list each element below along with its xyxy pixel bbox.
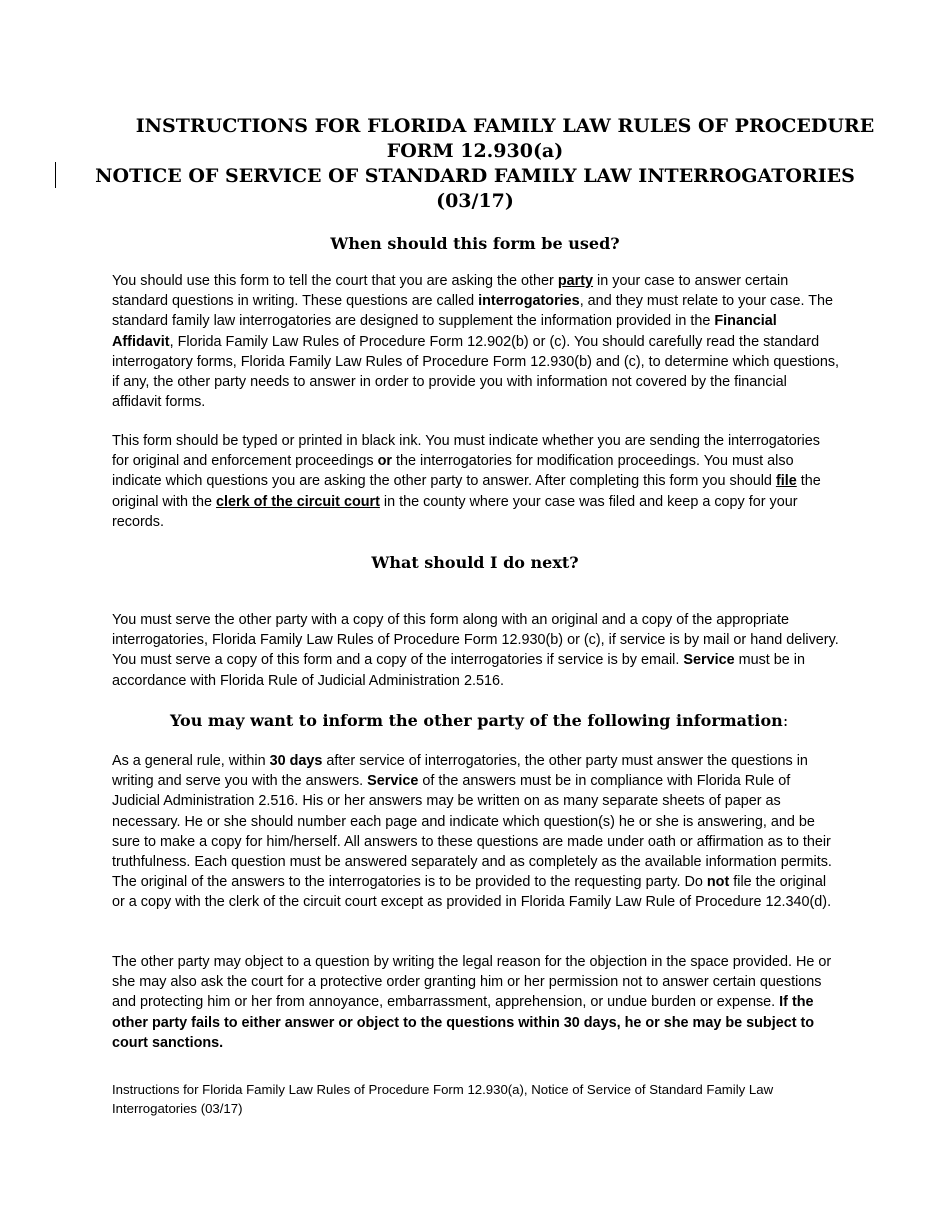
text-run: You should use this form to tell the court that you are asking the other [112,273,558,289]
section-heading-when: When should this form be used? [330,234,620,253]
term-file: file [775,473,797,490]
term-financial-affidavit: Financial Affidavit [112,313,777,350]
emphasis-or: or [377,453,392,470]
text-run: The other party may object to a question by writing the legal reason for the objection in the space provided. He or she may also ask the court for a protective order granting him or her permission not to answer certain questions and protecting him or her from annoyance, embarrassment, apprehension, or undue burden or expense. [112,954,832,1011]
paragraph-next-1 [112,610,840,691]
text-run: must be in accordance with Florida Rule of Judicial Administration 2.516. [112,652,805,689]
warning-sanctions: If the other party fails to either answer or object to the questions within 30 days, he or she may be subject to court sanctions. [112,994,815,1051]
text-run: the interrogatories for modification proceedings. You must also indicate which questions you are asking the other party to answer. After completing this form you should [112,453,794,490]
paragraph-inform-2 [112,952,840,1053]
paragraph-when-1 [112,271,840,412]
term-interrogatories: interrogatories [478,293,580,310]
page-footer: Instructions for Florida Family Law Rules of Procedure Form 12.930(a), Notice of Service of Standard Family Law Interrogatories (03/17) [112,1082,774,1116]
text-run: You must serve the other party with a copy of this form along with an original and a copy of the appropriate interrogatories, Florida Family Law Rules of Procedure Form 12.930(b) or (c), if service is by mail or hand delivery. You must serve a copy of this form and a copy of the interrogatories if service is by email. [112,612,839,669]
text-run: , and they must relate to your case. The standard family law interrogatories are designed to supplement the information provided in the [112,293,833,330]
emphasis-not: not [706,874,730,891]
paragraph-when-2 [112,431,840,532]
text-run: , Florida Family Law Rules of Procedure Form 12.902(b) or (c). You should carefully read the standard interrogatory forms, Florida Family Law Rules of Procedure Form 12.930(b) and (c), to determine which questions, if any, the other party needs to answer in order to provide you with information not covered by the financial affidavit forms. [112,333,840,411]
title-line-2: FORM 12.930(a) [386,140,564,162]
text-run: As a general rule, within [112,753,270,769]
title-line-3: NOTICE OF SERVICE OF STANDARD FAMILY LAW INTERROGATORIES [95,165,855,187]
text-run: This form should be typed or printed in black ink. You must indicate whether you are sending the interrogatories for original and enforcement proceedings [112,433,820,470]
term-service: Service [367,773,419,790]
term-party: party [557,273,594,289]
title-line-1: INSTRUCTIONS FOR FLORIDA FAMILY LAW RULES OF PROCEDURE [135,115,875,137]
text-run: the original with the [112,473,821,510]
text-run: after service of interrogatories, the other party must answer the questions in writing and serve you with the answers. [112,753,808,790]
text-run: in the county where your case was filed and keep a copy for your records. [112,493,798,530]
revision-bar [55,162,56,188]
text-run: in your case to answer certain standard questions in writing. These questions are called [112,273,789,310]
section-heading-inform [110,710,840,732]
text-run: file the original or a copy with the clerk of the circuit court except as provided in Florida Family Law Rule of Procedure 12.340(d). [112,874,832,911]
text-run: of the answers must be in compliance with Florida Rule of Judicial Administration 2.516. His or her answers may be written on as many separate sheets of paper as necessary. He or she should number each page and indicate which question(s) he or she is answering, and be sure to make a copy for him/herself. All answers to these questions are made under oath or affirmation as to their truthfulness. Each question must be answered separately and as completely as the available information permits. The original of the answers to the interrogatories is to be provided to the requesting party. Do [112,773,832,891]
section-heading-next: What should I do next? [371,553,579,572]
heading-text: You may want to inform the other party of the following information [170,711,783,730]
emphasis-30-days: 30 days [269,753,323,769]
heading-colon: : [782,711,789,730]
paragraph-inform-1 [112,751,840,913]
term-service: Service [683,652,735,669]
term-clerk-of-the-circuit-court: clerk of the circuit court [216,493,380,510]
title-line-4: (03/17) [436,190,514,212]
